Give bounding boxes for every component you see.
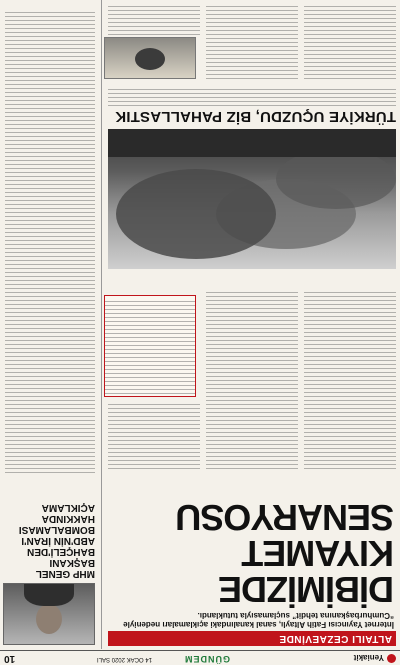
body-column: [304, 289, 396, 469]
headline-line-1: DİBİMİZDE: [219, 569, 394, 610]
lead-deck: İnternet Yayıncısı Fatih Altaylı, sanal kanalındaki açıklamaları nedeniyle “Cumhurbaşkanına tehdit” suçlamasıyla tutuklandı.: [123, 611, 394, 629]
bottom-column: [108, 3, 200, 35]
cloud-shape: [116, 169, 276, 259]
section-label: GÜNDEM: [184, 654, 230, 664]
portrait-face: [36, 604, 62, 634]
body-text-block: [108, 401, 200, 469]
brand-mark-icon: [387, 654, 396, 663]
sidebar-box: [104, 295, 196, 397]
page-number: 10: [4, 653, 16, 664]
issue-date: 14 OCAK 2020 SALI: [96, 656, 152, 662]
body-text-block: [304, 289, 396, 469]
side-text-block: [5, 9, 95, 473]
lead-kicker: ALTAILI CEZAEVİNDE: [108, 631, 396, 646]
sidebar-box-text: [105, 298, 195, 394]
lead-body: [108, 289, 396, 469]
portrait-body: [24, 583, 74, 606]
headline-line-3: SENARYOSU: [176, 497, 394, 538]
bottom-column: [304, 3, 396, 79]
bottom-deck-text: [108, 86, 396, 106]
ground-silhouette: [108, 129, 396, 157]
body-column: [108, 401, 200, 469]
side-headline: MHP GENEL BAŞKANI BAHÇELİ'DEN ABD'NİN İRAN'I BOMBALAMASI HAKKINDA AÇIKLAMA: [18, 502, 95, 579]
side-column: [0, 0, 102, 649]
masthead: [0, 650, 400, 665]
brand-logo: [354, 653, 396, 663]
body-text-block: [206, 289, 298, 469]
bottom-body: [108, 3, 396, 79]
lead-headline: [110, 497, 394, 610]
body-text-block: [304, 3, 396, 79]
body-text-block: [206, 3, 298, 79]
storm-cloud-photo: [108, 129, 396, 269]
body-column: [206, 289, 298, 469]
cloud-shape: [276, 149, 396, 209]
body-text-block: [108, 3, 200, 35]
brand-name: Yeniakit: [353, 653, 384, 662]
main-column: [104, 0, 400, 649]
politician-photo: [3, 583, 95, 645]
sinkhole-shape: [135, 48, 165, 70]
bottom-headline: TÜRKİYE UÇUZDU, BİZ PAHALLASTIK: [115, 108, 396, 125]
side-body: [5, 9, 95, 473]
headline-line-2: KIYAMET: [242, 533, 394, 574]
sinkhole-photo: [104, 37, 196, 79]
bottom-column: [206, 3, 298, 79]
bottom-deck-lines: [108, 86, 396, 106]
